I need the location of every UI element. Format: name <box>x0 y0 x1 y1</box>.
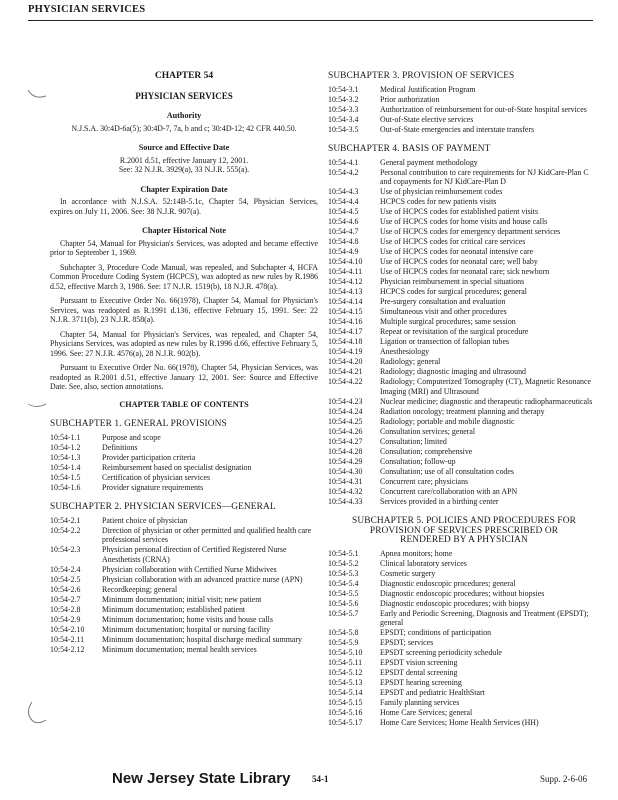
toc-entry <box>328 115 600 125</box>
toc-entry-title: Radiology; diagnostic imaging and ultrasound <box>380 367 526 376</box>
toc-entry-title: Concurrent care; physicians <box>380 476 469 486</box>
toc-entry-title: Consultation; limited <box>380 436 447 446</box>
toc-entry <box>328 407 600 417</box>
source-text-1: R.2001 d.51, effective January 12, 2001. <box>119 155 249 165</box>
toc-entry-number: 10:54-1.2 <box>50 442 81 452</box>
toc-entry <box>50 565 318 575</box>
toc-entry-title: EPSDT screening periodicity schedule <box>380 648 502 657</box>
subchapter-4-heading: SUBCHAPTER 4. BASIS OF PAYMENT <box>328 144 491 154</box>
toc-entry-number: 10:54-2.3 <box>50 545 81 554</box>
authority-heading: Authority <box>166 111 202 120</box>
toc-entry-number: 10:54-4.9 <box>328 247 359 256</box>
toc-entry-number: 10:54-2.5 <box>50 574 81 584</box>
toc-entry-number: 10:54-4.4 <box>328 197 359 206</box>
toc-entry-number: 10:54-4.26 <box>328 426 363 436</box>
toc-entry-number: 10:54-2.6 <box>50 584 81 594</box>
toc-entry <box>50 463 318 473</box>
toc-entry-number: 10:54-4.17 <box>328 327 363 336</box>
toc-entry-title: Family planning services <box>380 698 460 707</box>
toc-entry-number: 10:54-4.24 <box>328 406 363 416</box>
margin-mark-1 <box>26 88 48 102</box>
toc-entry-number: 10:54-5.5 <box>328 588 359 598</box>
toc-entry-number: 10:54-5.1 <box>328 548 359 558</box>
toc-entry-title: Use of physician reimbursement codes <box>380 187 503 196</box>
toc-entry <box>328 457 600 467</box>
toc-entry <box>50 433 318 443</box>
toc-entry <box>328 638 600 648</box>
toc-entry-number: 10:54-2.10 <box>50 624 85 634</box>
margin-mark-2 <box>26 400 48 412</box>
toc-entry-title: Concurrent care/collaboration with an APN <box>380 486 518 496</box>
toc-entry-title: Authorization of reimbursement for out-of-State hospital services <box>380 104 587 114</box>
toc-entry-title: Radiation oncology; treatment planning and therapy <box>380 406 545 416</box>
toc-entry <box>328 397 600 407</box>
expiration-heading: Chapter Expiration Date <box>140 184 228 194</box>
chapter-title: PHYSICIAN SERVICES <box>135 90 233 101</box>
toc-entry <box>50 453 318 463</box>
history-paragraphs <box>50 239 318 392</box>
authority-text: N.J.S.A. 30:4D-6a(5); 30:4D-7, 7a, b and c; 30:4D-12; 42 CFR 440.50. <box>71 123 297 133</box>
left-column <box>50 70 318 655</box>
toc-entry <box>328 257 600 267</box>
toc-entry-title: Services provided in a birthing center <box>380 496 499 506</box>
toc-entry-number: 10:54-5.13 <box>328 678 363 687</box>
toc-entry <box>328 467 600 477</box>
toc-entry-title: Direction of physician or other permitted and qualified health care professional services <box>102 525 312 544</box>
toc-entry-title: Physician personal direction of Certified Registered Nurse Anesthetists (CRNA) <box>102 545 287 564</box>
toc-entry <box>328 367 600 377</box>
toc-entry-title: Use of HCPCS codes for emergency department services <box>380 227 561 236</box>
toc-entry-number: 10:54-2.4 <box>50 564 81 574</box>
toc-entry <box>328 317 600 327</box>
toc-entry-title: Home Care Services; general <box>380 708 473 717</box>
toc-entry-number: 10:54-3.5 <box>328 124 359 134</box>
toc-entry-title: Use of HCPCS codes for critical care services <box>380 237 526 246</box>
toc-entry-number: 10:54-2.12 <box>50 644 85 654</box>
toc-entry-number: 10:54-1.5 <box>50 472 81 482</box>
toc-entry <box>50 635 318 645</box>
toc-entry <box>328 698 600 708</box>
toc-entry-title: EPSDT; conditions of participation <box>380 628 492 637</box>
toc-entry <box>328 158 600 168</box>
toc-entry-number: 10:54-5.3 <box>328 568 359 578</box>
toc-entry-title: Radiology; Computerized Tomography (CT), Magnetic Resonance Imaging (MRI) and Ultrasound <box>380 377 591 396</box>
toc-entry-title: Definitions <box>102 442 138 452</box>
toc-entry-number: 10:54-4.1 <box>328 157 359 167</box>
toc-entry-number: 10:54-4.27 <box>328 436 363 446</box>
toc-entry-title: Clinical laboratory services <box>380 558 467 568</box>
toc-entry-title: Reimbursement based on specialist designation <box>102 462 252 472</box>
right-column <box>328 72 600 728</box>
toc-entry <box>328 427 600 437</box>
toc-entry-title: Patient choice of physician <box>102 515 188 525</box>
header-rule <box>28 20 593 21</box>
toc-entry-title: Use of HCPCS codes for neonatal care; well baby <box>380 257 538 266</box>
subchapter-5-heading-line-2: PROVISION OF SERVICES PRESCRIBED OR <box>369 525 559 536</box>
toc-entry <box>50 625 318 635</box>
toc-entry-title: Pre-surgery consultation and evaluation <box>380 297 506 306</box>
toc-entry-number: 10:54-4.3 <box>328 187 359 196</box>
toc-entry-number: 10:54-3.4 <box>328 114 359 124</box>
toc-entry-title: Certification of physician services <box>102 472 211 482</box>
toc-entry-number: 10:54-4.5 <box>328 207 359 216</box>
toc-entry-number: 10:54-4.18 <box>328 337 363 346</box>
toc-entry <box>328 347 600 357</box>
toc-entry-title: Consultation services; general <box>380 426 476 436</box>
toc-entry <box>50 575 318 585</box>
toc-entry <box>328 125 600 135</box>
subchapter-1-list <box>50 433 318 493</box>
toc-entry-title: HCPCS codes for surgical procedures; general <box>380 287 527 296</box>
toc-entry-number: 10:54-4.12 <box>328 277 363 286</box>
toc-entry-number: 10:54-2.1 <box>50 515 81 525</box>
running-header: PHYSICIAN SERVICES <box>28 4 146 15</box>
toc-entry-number: 10:54-5.10 <box>328 648 363 657</box>
toc-entry-number: 10:54-4.22 <box>328 377 363 386</box>
toc-entry-title: EPSDT; services <box>380 638 434 647</box>
toc-entry-title: Diagnostic endoscopic procedures; with biopsy <box>380 598 530 608</box>
toc-entry-title: Apnea monitors; home <box>380 548 453 558</box>
toc-entry-title: Ligation or transection of fallopian tubes <box>380 337 510 346</box>
toc-entry-title: Use of HCPCS codes for home visits and house calls <box>380 217 548 226</box>
history-paragraph: Chapter 54, Manual for Physician's Services, was repealed, and Chapter 54, Physicians Services, was adopted as new rules by R.1996 d.66, effective February 5, 1996. See: 27 N.J.R. 4576(a), 28 N.J.R. 902(b). <box>50 329 318 358</box>
toc-entry-title: EPSDT dental screening <box>380 668 458 677</box>
toc-heading: CHAPTER TABLE OF CONTENTS <box>119 399 249 409</box>
margin-mark-3 <box>22 700 48 726</box>
toc-entry <box>328 417 600 427</box>
toc-entry-number: 10:54-5.2 <box>328 558 359 568</box>
toc-entry <box>50 595 318 605</box>
toc-entry <box>328 95 600 105</box>
toc-entry <box>328 549 600 559</box>
subchapter-5-heading-line-1: SUBCHAPTER 5. POLICIES AND PROCEDURES FOR <box>352 516 576 526</box>
toc-entry <box>50 473 318 483</box>
toc-entry-title: General payment methodology <box>380 157 478 167</box>
toc-entry <box>328 168 600 187</box>
toc-entry-title: Recordkeeping; general <box>102 584 178 594</box>
toc-entry <box>328 237 600 247</box>
toc-entry-number: 10:54-2.2 <box>50 525 81 535</box>
toc-entry-number: 10:54-4.11 <box>328 267 363 276</box>
toc-entry <box>50 545 318 564</box>
toc-entry <box>328 579 600 589</box>
toc-entry-number: 10:54-2.9 <box>50 614 81 624</box>
toc-entry <box>328 207 600 217</box>
toc-entry-number: 10:54-2.11 <box>50 634 85 644</box>
toc-entry-title: HCPCS codes for new patients visits <box>380 197 497 206</box>
toc-entry-number: 10:54-4.6 <box>328 217 359 226</box>
toc-entry-title: Minimum documentation; hospital discharge medical summary <box>102 634 302 644</box>
toc-entry-number: 10:54-5.15 <box>328 698 363 707</box>
footer-library: New Jersey State Library <box>112 770 291 787</box>
toc-entry-number: 10:54-4.2 <box>328 167 359 177</box>
chapter-number: CHAPTER 54 <box>154 71 214 81</box>
toc-entry-number: 10:54-5.11 <box>328 658 363 667</box>
toc-entry-number: 10:54-4.8 <box>328 237 359 246</box>
toc-entry-title: Personal contribution to care requirements for NJ KidCare-Plan C and copayments for NJ KidCare-Plan D <box>380 167 589 186</box>
toc-entry <box>328 609 600 628</box>
subchapter-5-list <box>328 549 600 728</box>
toc-entry-title: Nuclear medicine; diagnostic and therapeutic radiopharmaceuticals <box>380 396 593 406</box>
toc-entry-title: Minimum documentation; mental health services <box>102 644 257 654</box>
toc-entry <box>328 337 600 347</box>
toc-entry-title: Use of HCPCS codes for neonatal intensive care <box>380 247 534 256</box>
toc-entry-title: Repeat or revisitation of the surgical procedure <box>380 327 529 336</box>
toc-entry-number: 10:54-1.3 <box>50 452 81 462</box>
toc-entry <box>328 287 600 297</box>
toc-entry <box>328 187 600 197</box>
toc-entry <box>50 645 318 655</box>
history-paragraph: Subchapter 3, Procedure Code Manual, was repealed, and Subchapter 4, HCFA Common Procedure Coding System (HCPCS), was adopted as new rules by R.1986 d.52, effective March 3, 1986. See: 17 N.J.R. 1519(b), 18 N.J.R. 478(a). <box>50 262 318 291</box>
toc-entry-title: Consultation; use of all consultation codes <box>380 466 514 476</box>
toc-entry <box>328 437 600 447</box>
toc-entry-number: 10:54-4.19 <box>328 347 363 356</box>
toc-entry <box>328 648 600 658</box>
toc-entry-title: Physician collaboration with an advanced practice nurse (APN) <box>102 574 303 584</box>
toc-entry-title: Purpose and scope <box>102 432 161 442</box>
toc-entry-number: 10:54-4.14 <box>328 297 363 306</box>
toc-entry-title: Cosmetic surgery <box>380 568 436 578</box>
toc-entry-number: 10:54-4.29 <box>328 456 363 466</box>
history-paragraph: Chapter 54, Manual for Physician's Services, was adopted and became effective prior to September 1, 1969. <box>50 238 318 257</box>
toc-entry-title: Diagnostic endoscopic procedures; without biopsies <box>380 588 545 598</box>
toc-entry <box>328 589 600 599</box>
subchapter-2-list <box>50 516 318 655</box>
toc-entry-title: Out-of-State elective services <box>380 114 474 124</box>
toc-entry-title: Minimum documentation; home visits and house calls <box>102 614 273 624</box>
toc-entry <box>50 526 318 545</box>
toc-entry <box>328 197 600 207</box>
toc-entry <box>328 267 600 277</box>
subchapter-1-heading: SUBCHAPTER 1. GENERAL PROVISIONS <box>50 419 227 429</box>
toc-entry-number: 10:54-4.33 <box>328 496 363 506</box>
toc-entry <box>328 569 600 579</box>
toc-entry-title: EPSDT hearing screening <box>380 678 462 687</box>
toc-entry <box>328 277 600 287</box>
toc-entry <box>328 688 600 698</box>
toc-entry-title: Anesthesiology <box>380 347 430 356</box>
toc-entry <box>328 247 600 257</box>
expiration-text: In accordance with N.J.S.A. 52:14B-5.1c, Chapter 54, Physician Services, expires on July 11, 2006. See: 38 N.J.R. 907(a). <box>50 197 318 216</box>
toc-entry-title: Provider signature requirements <box>102 482 204 492</box>
toc-entry-number: 10:54-4.25 <box>328 416 363 426</box>
toc-entry <box>50 483 318 493</box>
toc-entry-number: 10:54-4.13 <box>328 287 363 296</box>
toc-entry-number: 10:54-2.7 <box>50 594 81 604</box>
toc-entry <box>328 85 600 95</box>
toc-entry-title: Early and Periodic Screening, Diagnosis and Treatment (EPSDT); general <box>380 608 589 627</box>
toc-entry <box>328 327 600 337</box>
subchapter-5-heading-line-3: RENDERED BY A PHYSICIAN <box>400 535 528 545</box>
toc-entry <box>328 297 600 307</box>
toc-entry-number: 10:54-1.4 <box>50 462 81 472</box>
subchapter-2-heading: SUBCHAPTER 2. PHYSICIAN SERVICES—GENERAL <box>50 502 276 512</box>
toc-entry-number: 10:54-2.8 <box>50 604 81 614</box>
toc-entry <box>50 443 318 453</box>
source-heading: Source and Effective Date <box>138 143 230 152</box>
toc-entry-title: EPSDT and pediatric HealthStart <box>380 688 485 697</box>
toc-entry-number: 10:54-5.8 <box>328 628 359 637</box>
toc-entry-number: 10:54-4.15 <box>328 307 363 316</box>
toc-entry-number: 10:54-5.6 <box>328 598 359 608</box>
toc-entry <box>328 718 600 728</box>
footer-page-number: 54-1 <box>312 774 329 784</box>
toc-entry-title: Diagnostic endoscopic procedures; general <box>380 578 516 588</box>
history-heading: Chapter Historical Note <box>142 226 226 235</box>
toc-entry-title: Consultation; comprehensive <box>380 446 473 456</box>
toc-entry-number: 10:54-5.14 <box>328 688 363 697</box>
history-paragraph: Pursuant to Executive Order No. 66(1978), Chapter 54, Manual for Physician's Services, was readopted as R.1991 d.136, effective February 15, 1991. See: 22 N.J.R. 3711(b), 23 N.J.R. 858(a). <box>50 296 318 324</box>
toc-entry <box>50 615 318 625</box>
toc-entry-title: Medical Justification Program <box>380 84 476 94</box>
toc-entry-title: Physician reimbursement in special situations <box>380 277 525 286</box>
toc-entry-number: 10:54-4.10 <box>328 257 363 266</box>
toc-entry-number: 10:54-1.1 <box>50 432 81 442</box>
toc-entry-number: 10:54-4.28 <box>328 446 363 456</box>
toc-entry-number: 10:54-3.3 <box>328 104 359 114</box>
toc-entry-title: Use of HCPCS codes for neonatal care; sick newborn <box>380 267 550 276</box>
toc-entry-number: 10:54-5.12 <box>328 668 363 677</box>
toc-entry <box>50 585 318 595</box>
toc-entry-title: Consultation; follow-up <box>380 456 456 466</box>
toc-entry-title: Radiology; general <box>380 357 441 366</box>
toc-entry <box>328 599 600 609</box>
toc-entry-title: Radiology; portable and mobile diagnostic <box>380 416 515 426</box>
source-text-2: See: 32 N.J.R. 3929(a), 33 N.J.R. 555(a). <box>118 165 250 174</box>
toc-entry-number: 10:54-4.16 <box>328 317 363 326</box>
toc-entry <box>328 497 600 507</box>
toc-entry <box>328 307 600 317</box>
toc-entry-title: Home Care Services; Home Health Services (HH) <box>380 718 539 727</box>
toc-entry <box>328 227 600 237</box>
toc-entry-title: Minimum documentation; initial visit; new patient <box>102 594 262 604</box>
toc-entry <box>328 105 600 115</box>
toc-entry-title: Minimum documentation; established patient <box>102 604 246 614</box>
toc-entry-title: Minimum documentation; hospital or nursing facility <box>102 624 271 634</box>
toc-entry <box>328 559 600 569</box>
toc-entry <box>328 658 600 668</box>
footer-supplement: Supp. 2-6-06 <box>540 774 587 784</box>
toc-entry <box>328 708 600 718</box>
toc-entry <box>328 487 600 497</box>
toc-entry-number: 10:54-5.7 <box>328 608 359 618</box>
toc-entry-title: Multiple surgical procedures; same session <box>380 317 516 326</box>
toc-entry-title: Prior authorization <box>380 94 440 104</box>
toc-entry <box>328 477 600 487</box>
toc-entry-title: Physician collaboration with Certified Nurse Midwives <box>102 564 277 574</box>
toc-entry <box>50 605 318 615</box>
toc-entry-number: 10:54-4.32 <box>328 486 363 496</box>
toc-entry-title: EPSDT vision screening <box>380 658 458 667</box>
toc-entry-title: Provider participation criteria <box>102 452 196 462</box>
toc-entry <box>328 447 600 457</box>
subchapter-3-list <box>328 85 600 135</box>
toc-entry-number: 10:54-1.6 <box>50 482 81 492</box>
toc-entry-number: 10:54-4.20 <box>328 357 363 366</box>
toc-entry-number: 10:54-4.30 <box>328 466 363 476</box>
toc-entry-number: 10:54-4.23 <box>328 396 363 406</box>
subchapter-3-heading: SUBCHAPTER 3. PROVISION OF SERVICES <box>328 71 515 81</box>
subchapter-4-list <box>328 158 600 507</box>
toc-entry-title: Simultaneous visit and other procedures <box>380 307 507 316</box>
toc-entry-number: 10:54-3.2 <box>328 94 359 104</box>
toc-entry <box>50 516 318 526</box>
toc-entry-number: 10:54-3.1 <box>328 84 359 94</box>
toc-entry-title: Use of HCPCS codes for established patient visits <box>380 207 539 216</box>
toc-entry-number: 10:54-4.31 <box>328 476 363 486</box>
toc-entry <box>328 678 600 688</box>
toc-entry <box>328 628 600 638</box>
toc-entry <box>328 668 600 678</box>
toc-entry-title: Out-of-State emergencies and interstate transfers <box>380 124 535 134</box>
toc-entry-number: 10:54-4.7 <box>328 227 359 236</box>
toc-entry-number: 10:54-5.17 <box>328 718 363 727</box>
toc-entry <box>328 357 600 367</box>
toc-entry-number: 10:54-4.21 <box>328 367 363 376</box>
history-paragraph: Pursuant to Executive Order No. 66(1978), Chapter 54, Physician Services, was readopted as R.2001 d.51, effective January 12, 2001. See: Source and Effective Date. See, also, section annotations. <box>50 363 318 391</box>
toc-entry-number: 10:54-5.4 <box>328 578 359 588</box>
toc-entry-number: 10:54-5.9 <box>328 638 359 647</box>
toc-entry <box>328 217 600 227</box>
toc-entry <box>328 377 600 396</box>
toc-entry-number: 10:54-5.16 <box>328 708 363 717</box>
